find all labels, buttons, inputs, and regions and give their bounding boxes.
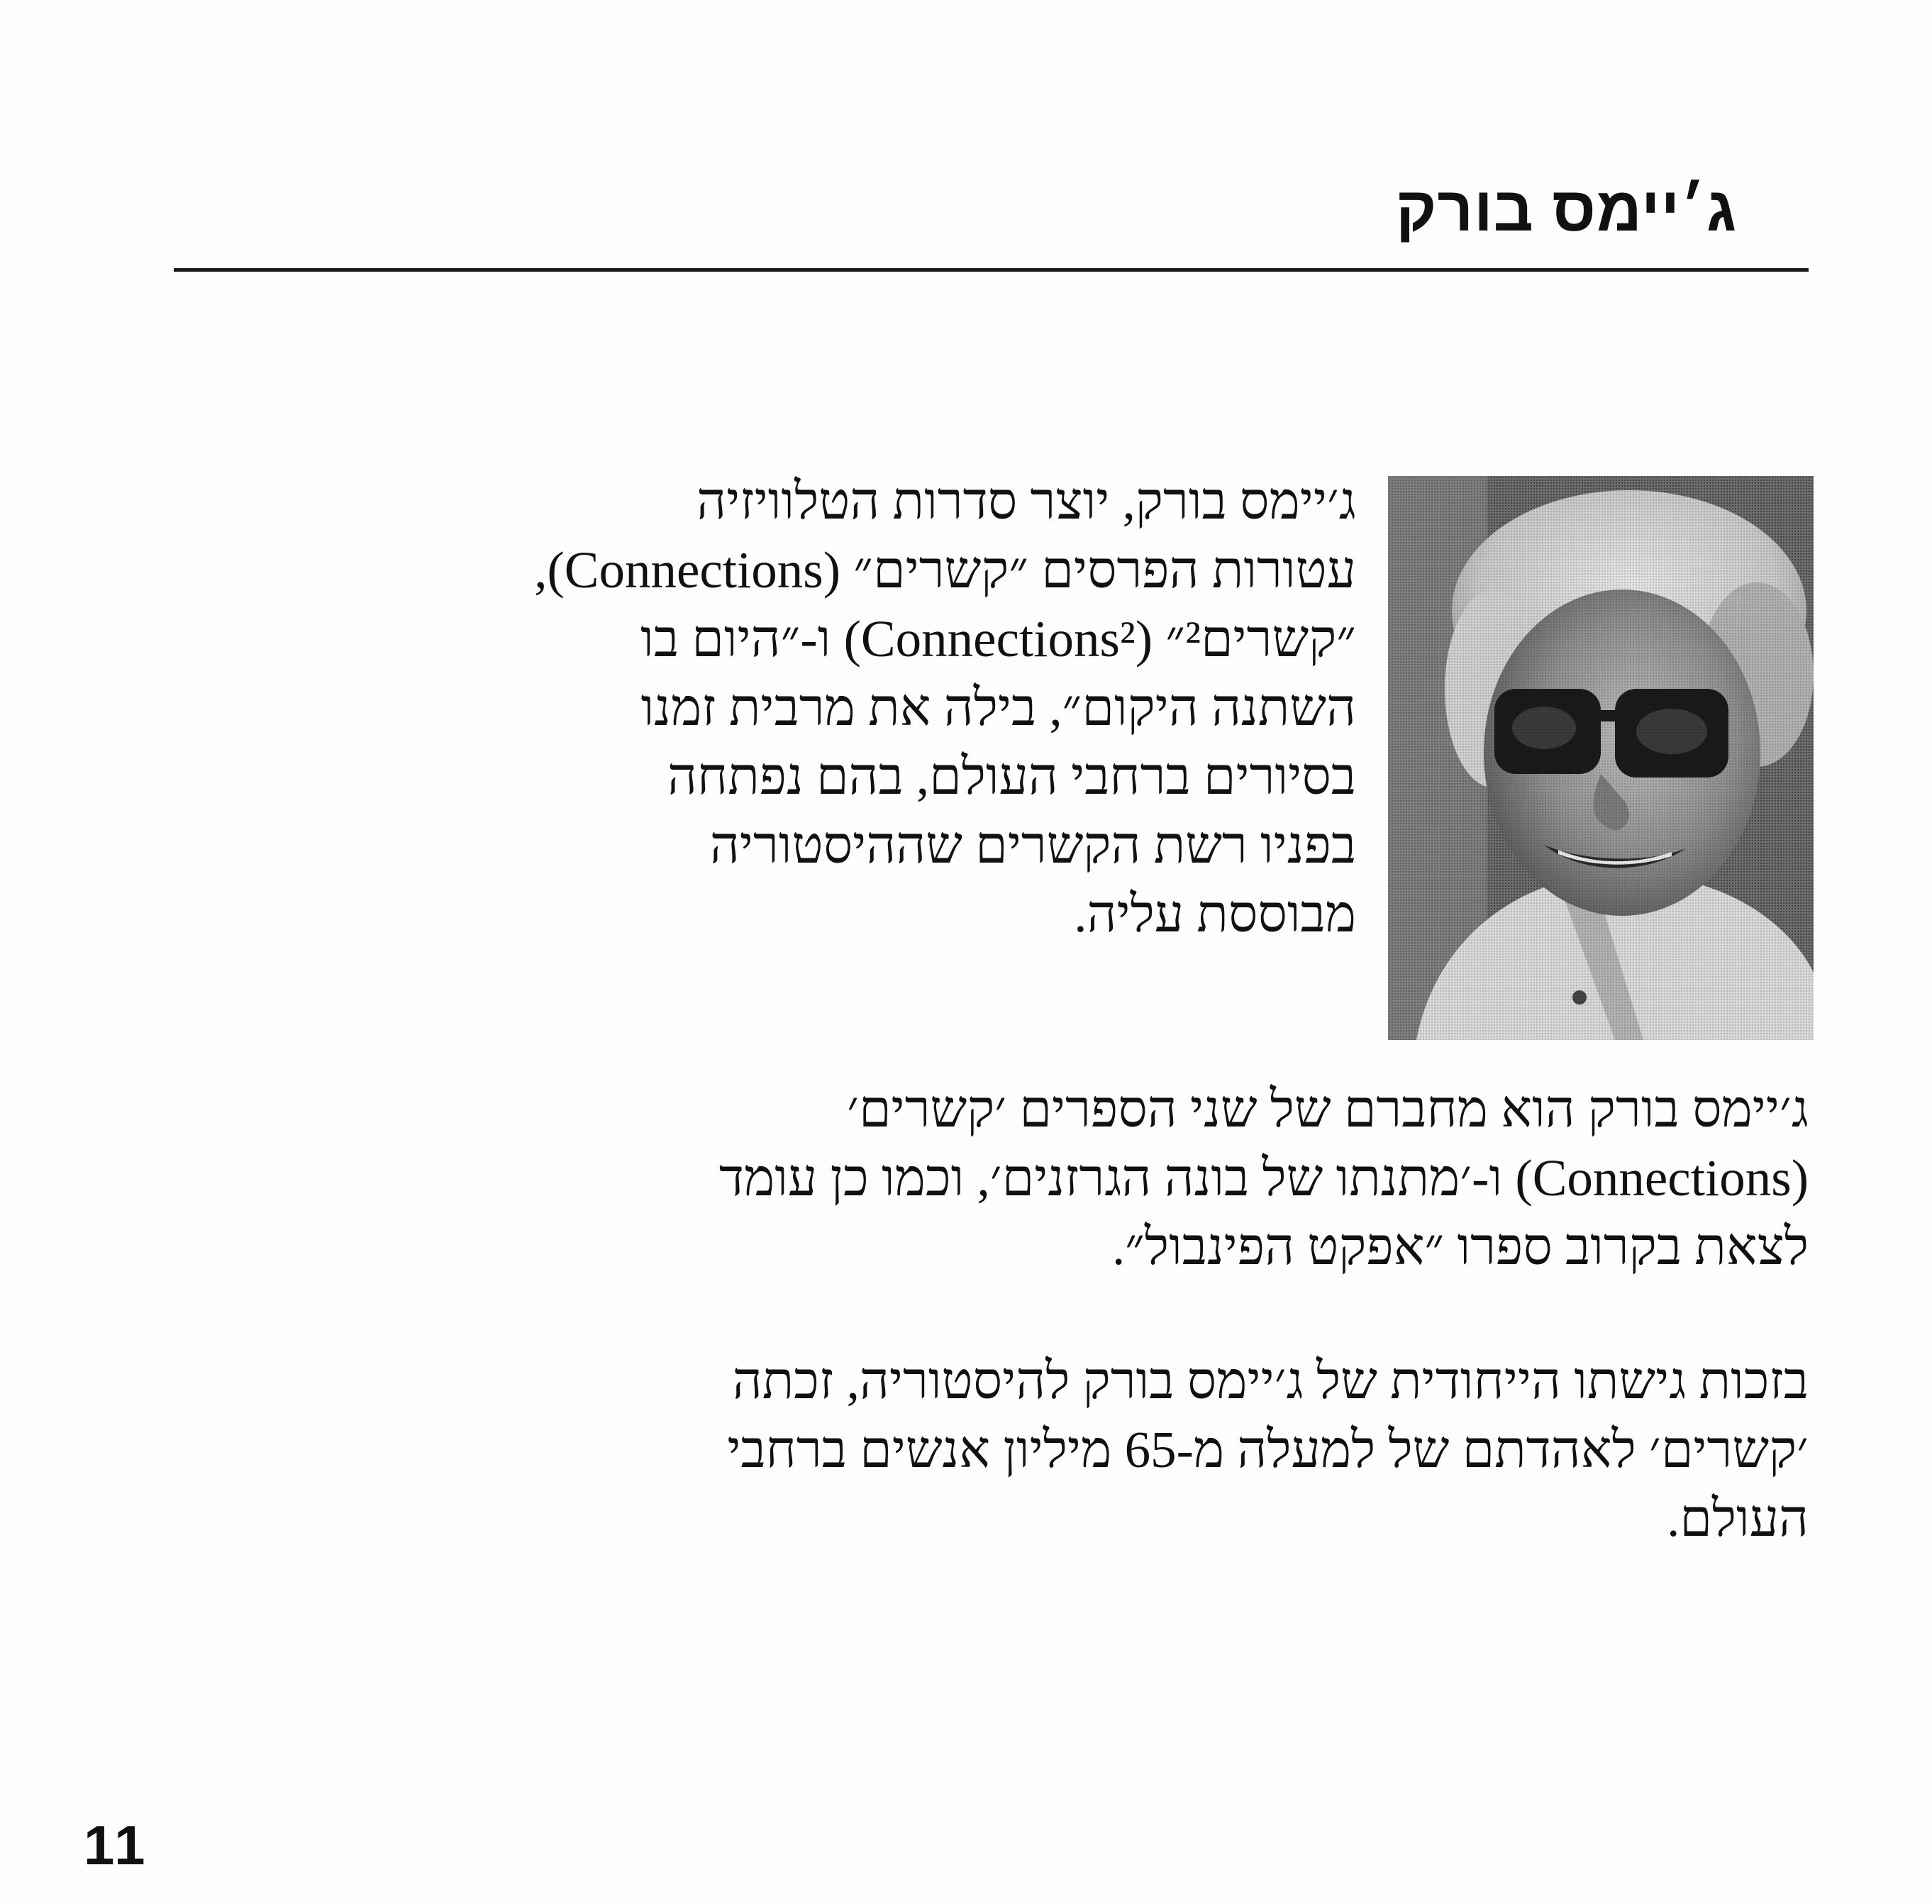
title-divider (174, 268, 1809, 272)
paragraph-line: העולם. (1667, 1490, 1809, 1547)
bio-paragraph-2 (248, 1075, 1809, 1281)
page-number: 11 (84, 1814, 148, 1876)
paragraph-line: עטורות הפרסים ״קשרים״ (Connections), (534, 541, 1356, 599)
paragraph-line: ׳קשרים׳ לאהדתם של למעלה מ-65 מיליון אנשים ברחבי (727, 1421, 1809, 1478)
page-title: ג׳יימס בורק (1395, 174, 1737, 244)
paragraph-line: בפניו רשת הקשרים שההיסטוריה (709, 817, 1356, 874)
author-portrait-photo (1388, 476, 1814, 1040)
paragraph-line: בסיורים ברחבי העולם, בהם נפתחה (667, 748, 1356, 805)
bio-paragraph-3 (248, 1346, 1809, 1553)
paragraph-line: ״קשרים²״ (Connections²) ו-״היום בו (640, 610, 1356, 668)
paragraph-line: ג׳יימס בורק הוא מחברם של שני הספרים ׳קשרים׳ (847, 1080, 1809, 1138)
paragraph-line: בזכות גישתו הייחודית של ג׳יימס בורק להיסטוריה, זכתה (732, 1352, 1809, 1410)
paragraph-line: (Connections) ו-׳מתנתו של בונה הגרזנים׳, וכמו כן עומד (718, 1149, 1809, 1207)
paragraph-line: מבוססת עליה. (1074, 885, 1356, 943)
paragraph-line: לצאת בקרוב ספרו ״אפקט הפינבול״. (1111, 1218, 1809, 1275)
bio-paragraph-1 (363, 467, 1356, 948)
paragraph-line: ג׳יימס בורק, יוצר סדרות הטלוויזיה (696, 472, 1356, 530)
paragraph-line: השתנה היקום״, בילה את מרבית זמנו (640, 679, 1356, 736)
